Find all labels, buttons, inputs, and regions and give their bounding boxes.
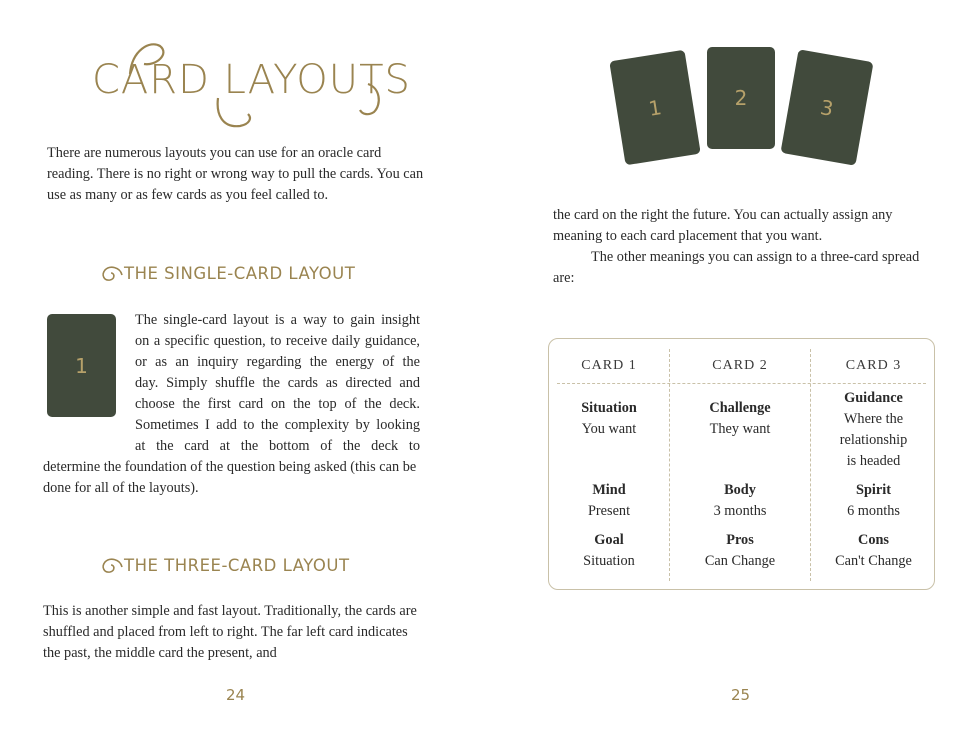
single-card-graphic (47, 314, 116, 417)
spread-card-3 (780, 49, 873, 166)
card-number: 1 (646, 94, 664, 121)
header-divider (557, 383, 926, 384)
right-page (487, 0, 975, 731)
cell-title: Goal (594, 532, 624, 548)
table-cell (549, 398, 669, 440)
card-number: 2 (734, 86, 748, 110)
page-number-right: 25 (731, 686, 751, 704)
table-header-card-1: CARD 1 (581, 358, 637, 373)
table-header-card-3: CARD 3 (845, 358, 902, 373)
single-card-heading (100, 263, 355, 283)
three-card-heading-text: THE THREE-CARD LAYOUT (124, 556, 350, 575)
heading-swirl-icon (100, 263, 124, 283)
cell-title: Guidance (844, 390, 903, 406)
cell-value: Where the (843, 411, 904, 427)
cell-title: Challenge (709, 400, 771, 416)
cell-value: 6 months (847, 503, 900, 519)
page-number-left: 24 (226, 686, 246, 704)
single-card-heading-text: THE SINGLE-CARD LAYOUT (124, 264, 356, 283)
paragraph-line: Sometimes I add to the complexity by looking (135, 417, 420, 433)
cell-value: is headed (846, 453, 901, 469)
right-paragraphs (553, 205, 931, 289)
card-number: 1 (75, 353, 88, 378)
cell-value: Situation (583, 553, 635, 569)
table-cell (670, 398, 810, 440)
three-card-paragraph: This is another simple and fast layout. Traditionally, the cards are shuffled and placed from left to right. The far left card indicates the past, the middle card the present, and (43, 603, 417, 661)
paragraph-line: or as an inquiry regarding the energy of the (135, 354, 420, 370)
cell-title: Spirit (856, 482, 891, 498)
table-cell (670, 480, 810, 522)
cell-value: relationship (839, 432, 908, 448)
card-number: 3 (818, 94, 836, 121)
table-cell (670, 530, 810, 572)
table-cell (811, 480, 936, 522)
cell-title: Cons (858, 532, 889, 548)
intro-paragraph: There are numerous layouts you can use for an oracle card reading. There is no right or wrong way to pull the cards. You can use as many or as few cards as you feel called to. (47, 145, 424, 203)
table-header-card-2: CARD 2 (712, 358, 768, 373)
single-card-paragraph-continued: determine the foundation of the question being asked (this can be done for all of the layouts). (43, 459, 417, 496)
paragraph-line: on a specific question, to receive daily guidance, (135, 333, 420, 349)
cell-value: They want (709, 421, 771, 437)
table-cell (549, 530, 669, 572)
cell-title: Body (724, 482, 756, 498)
meanings-intro-paragraph: The other meanings you can assign to a three-card spread are: (553, 249, 920, 286)
continuation-paragraph: the card on the right the future. You can actually assign any meaning to each card placement that you want. (553, 207, 893, 244)
heading-swirl-icon (100, 555, 124, 575)
cell-value: Can't Change (835, 553, 912, 569)
three-card-heading (100, 555, 350, 575)
table-cell (811, 388, 936, 472)
paragraph-line: choose the first card on the top of the deck. (135, 396, 420, 412)
paragraph-line: The single-card layout is a way to gain insight (135, 312, 420, 328)
cell-value: Present (587, 503, 631, 519)
cell-value: You want (581, 421, 637, 437)
cell-title: Mind (592, 482, 626, 498)
cell-value: Can Change (704, 553, 776, 569)
paragraph-line: day. Simply shuffle the cards as directed and (135, 375, 420, 391)
left-page (0, 0, 487, 731)
single-card-paragraph (135, 310, 420, 457)
paragraph-line: at the card at the bottom of the deck to (135, 438, 420, 454)
page-title: CARD LAYOUTS (92, 57, 411, 103)
spread-card-1 (609, 50, 700, 166)
spread-card-2 (707, 47, 775, 149)
table-cell (811, 530, 936, 572)
meanings-table (548, 338, 935, 590)
cell-value: 3 months (713, 503, 767, 519)
cell-title: Pros (726, 532, 754, 548)
table-cell (549, 480, 669, 522)
cell-title: Situation (581, 400, 637, 416)
